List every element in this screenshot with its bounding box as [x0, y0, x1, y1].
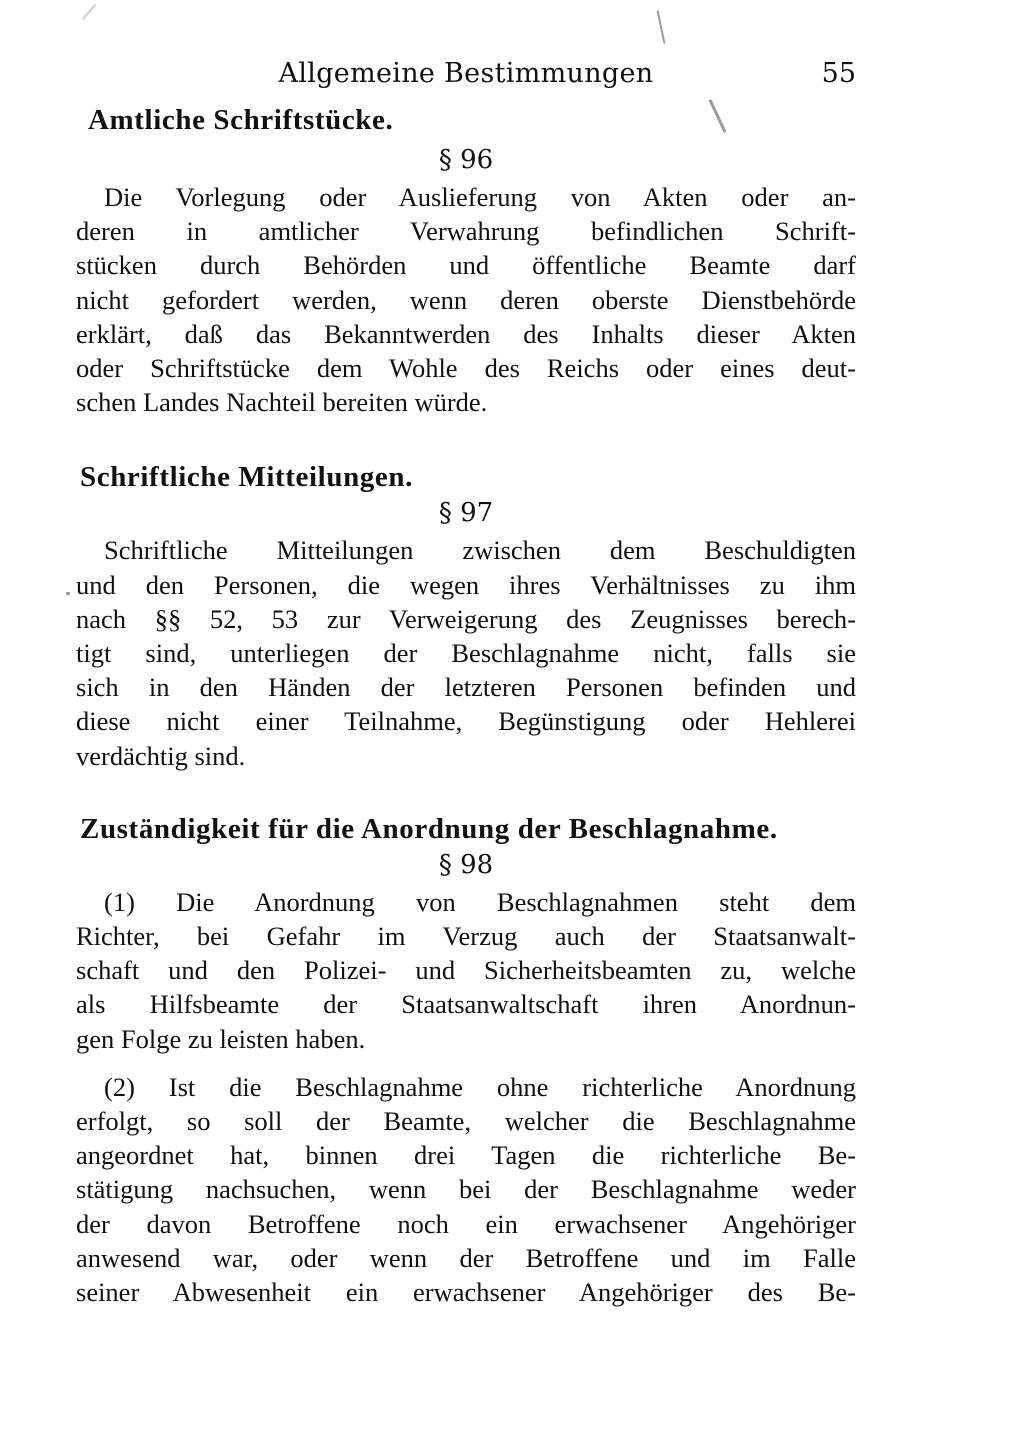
text-line: (2) Ist die Beschlagnahme ohne richterliche Anordnung [104, 1071, 856, 1102]
text-line: seiner Abwesenheit ein erwachsener Angehöriger des Be- [76, 1277, 856, 1308]
paragraph-mark: § 96 [438, 145, 494, 175]
text-line: anwesend war, oder wenn der Betroffene und im Falle [76, 1242, 856, 1273]
section-heading: Schriftliche Mitteilungen. [80, 461, 413, 494]
text-line: sich in den Händen der letzteren Personen befinden und [76, 672, 856, 703]
text-line: diese nicht einer Teilnahme, Begünstigung oder Hehlerei [76, 706, 856, 737]
subsection-1 [76, 885, 856, 1056]
scan-speck [82, 4, 96, 21]
text-line: der davon Betroffene noch ein erwachsener Angehöriger [76, 1208, 856, 1239]
paragraph-mark: § 97 [438, 498, 494, 529]
section-97 [76, 459, 856, 772]
spacer [76, 419, 856, 459]
scan-speck [656, 10, 665, 44]
paragraph-mark: § 98 [438, 849, 494, 880]
text-line: schen Landes Nachteil bereiten würde. [76, 387, 488, 418]
spacer [76, 773, 856, 811]
running-title: Allgemeine Bestimmungen [278, 58, 654, 89]
text-line: deren in amtlicher Verwahrung befindlichen Schrift- [76, 216, 856, 247]
text-line: Richter, bei Gefahr im Verzug auch der Staatsanwalt- [76, 921, 856, 952]
section-98 [76, 811, 856, 1309]
text-line: verdächtig sind. [76, 740, 246, 771]
page-body [76, 52, 856, 1309]
section-heading: Zuständigkeit für die Anordnung der Beschlagnahme. [80, 812, 778, 845]
spacer [76, 1056, 856, 1070]
running-head [76, 52, 856, 96]
text-line: gen Folge zu leisten haben. [76, 1023, 366, 1054]
text-line: erfolgt, so soll der Beamte, welcher die Beschlagnahme [76, 1106, 856, 1137]
scan-speck [66, 592, 70, 595]
text-line: als Hilfsbeamte der Staatsanwaltschaft ihren Anordnun- [76, 989, 856, 1020]
text-line: nach §§ 52, 53 zur Verweigerung des Zeugnisses berech- [76, 603, 856, 634]
paragraph-text [76, 533, 856, 772]
text-line: nicht gefordert werden, wenn deren oberste Dienstbehörde [76, 284, 856, 315]
text-line: Die Vorlegung oder Auslieferung von Akten oder an- [104, 182, 856, 212]
section-heading: Amtliche Schriftstücke. [88, 104, 394, 136]
paragraph-text [76, 180, 856, 419]
text-line: Schriftliche Mitteilungen zwischen dem Beschuldigten [104, 535, 856, 566]
text-line: schaft und den Polizei- und Sicherheitsbeamten zu, welche [76, 955, 856, 986]
text-line: angeordnet hat, binnen drei Tagen die richterliche Be- [76, 1140, 856, 1171]
text-line: stücken durch Behörden und öffentliche Beamte darf [76, 250, 856, 281]
page-number: 55 [821, 58, 856, 89]
subsection-2 [76, 1070, 856, 1309]
text-line: oder Schriftstücke dem Wohle des Reichs oder eines deut- [76, 353, 856, 384]
section-96 [76, 102, 856, 419]
text-line: erklärt, daß das Bekanntwerden des Inhalts dieser Akten [76, 318, 856, 349]
text-line: stätigung nachsuchen, wenn bei der Beschlagnahme weder [76, 1174, 856, 1205]
text-line: tigt sind, unterliegen der Beschlagnahme nicht, falls sie [76, 638, 856, 669]
text-line: und den Personen, die wegen ihres Verhältnisses zu ihm [76, 569, 856, 600]
text-line: (1) Die Anordnung von Beschlagnahmen steht dem [104, 886, 856, 917]
